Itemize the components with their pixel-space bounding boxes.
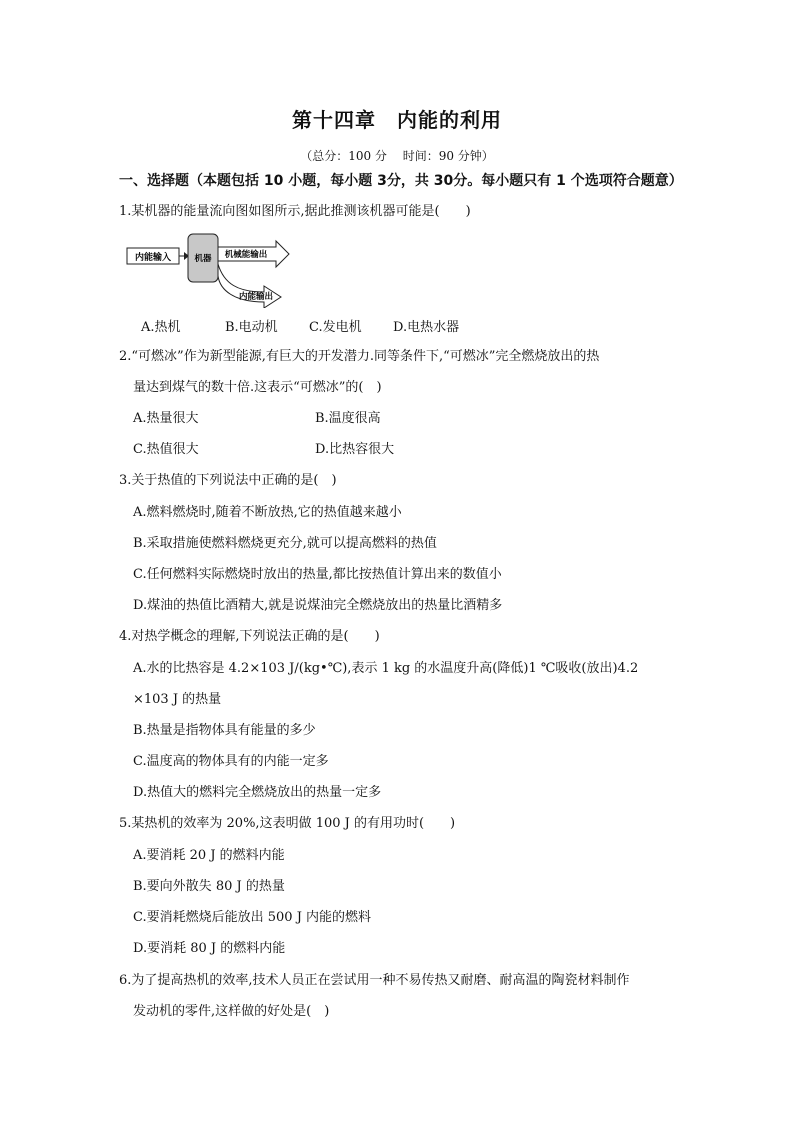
machine-label: 机器 <box>194 254 212 264</box>
question-1-options <box>141 316 459 335</box>
exam-info: （总分：100 分 时间：90 分钟） <box>300 149 494 163</box>
q1-option-c[interactable]: C.发电机 <box>309 320 362 335</box>
q5-option-b[interactable]: B.要向外散失 80 J 的热量 <box>133 879 285 894</box>
q4-option-c[interactable]: C.温度高的物体具有的内能一定多 <box>133 754 329 769</box>
q5-option-d[interactable]: D.要消耗 80 J 的燃料内能 <box>133 941 286 956</box>
input-label: 内能输入 <box>134 253 172 263</box>
q2-option-a[interactable]: A.热量很大 <box>133 411 199 426</box>
q4-option-a-line-2[interactable]: ×103 J 的热量 <box>133 692 222 707</box>
q1-option-a[interactable]: A.热机 <box>141 320 181 335</box>
internal-output-label: 内能输出 <box>238 292 274 302</box>
q3-option-a[interactable]: A.燃料燃烧时,随着不断放热,它的热值越来越小 <box>133 505 402 520</box>
q4-option-b[interactable]: B.热量是指物体具有能量的多少 <box>133 723 316 738</box>
q5-option-c[interactable]: C.要消耗燃烧后能放出 500 J 内能的燃料 <box>133 910 372 925</box>
question-5-stem: 5.某热机的效率为 20%,这表明做 100 J 的有用功时( ) <box>119 816 456 831</box>
question-1-stem: 1.某机器的能量流向图如图所示,据此推测该机器可能是( ) <box>119 204 471 219</box>
q5-option-a[interactable]: A.要消耗 20 J 的燃料内能 <box>133 848 285 863</box>
question-6-stem-line-2: 发动机的零件,这样做的好处是( ) <box>133 1004 330 1019</box>
q1-option-d[interactable]: D.电热水器 <box>393 320 460 335</box>
q3-option-c[interactable]: C.任何燃料实际燃烧时放出的热量,都比按热值计算出来的数值小 <box>133 567 502 582</box>
q2-option-c[interactable]: C.热值很大 <box>133 442 199 457</box>
q4-option-d[interactable]: D.热值大的燃料完全燃烧放出的热量一定多 <box>133 785 382 800</box>
question-4-stem: 4.对热学概念的理解,下列说法正确的是( ) <box>119 629 380 644</box>
question-6-stem-line-1: 6.为了提高热机的效率,技术人员正在尝试用一种不易传热又耐磨、耐高温的陶瓷材料制作 <box>119 973 630 988</box>
q2-option-b[interactable]: B.温度很高 <box>315 411 381 426</box>
q3-option-b[interactable]: B.采取措施使燃料燃烧更充分,就可以提高燃料的热值 <box>133 536 437 551</box>
q3-option-d[interactable]: D.煤油的热值比酒精大,就是说煤油完全燃烧放出的热量比酒精多 <box>133 598 503 613</box>
mechanical-output-label: 机械能输出 <box>224 250 268 260</box>
chapter-title: 第十四章 内能的利用 <box>292 108 502 132</box>
question-2-stem-line-1: 2.“可燃冰”作为新型能源,有巨大的开发潜力.同等条件下,“可燃冰”完全燃烧放出的热 <box>119 349 600 364</box>
q2-option-d[interactable]: D.比热容很大 <box>315 442 395 457</box>
q1-option-b[interactable]: B.电动机 <box>225 320 278 335</box>
question-3-stem: 3.关于热值的下列说法中正确的是( ) <box>119 473 337 488</box>
q4-option-a-line-1[interactable]: A.水的比热容是 4.2×103 J/(kg•℃),表示 1 kg 的水温度升高(降低)1 ℃吸收(放出)4.2 <box>133 661 639 676</box>
question-2-stem-line-2: 量达到煤气的数十倍.这表示“可燃冰”的( ) <box>133 380 382 395</box>
section-header: 一、选择题（本题包括 10 小题，每小题 3分，共 30分。每小题只有 1 个选项符合题意） <box>119 173 683 189</box>
energy-flow-diagram <box>126 232 296 308</box>
